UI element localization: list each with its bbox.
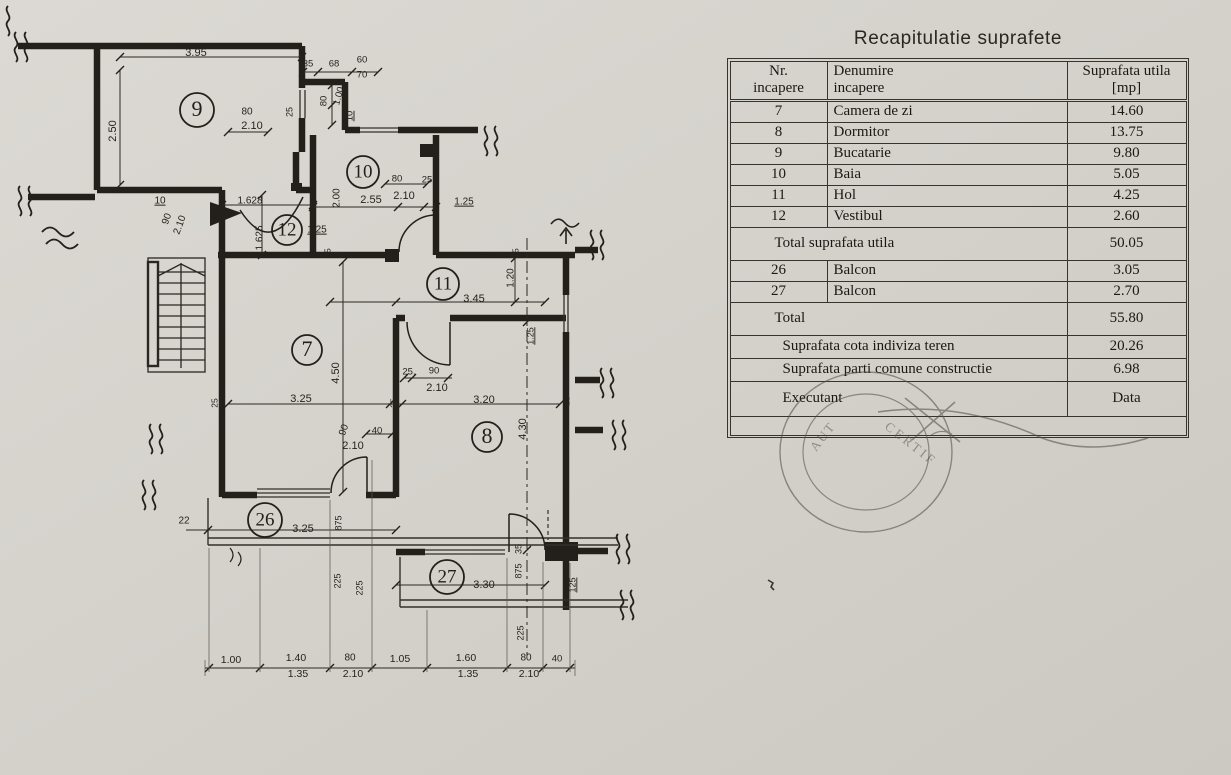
balcony-row-nr: 26 <box>730 260 827 281</box>
dimension-label: 2.55 <box>360 193 382 206</box>
room-row <box>730 100 1186 122</box>
header-denumire: Denumire incapere <box>827 61 1067 100</box>
room-row <box>730 206 1186 227</box>
dimension-label: 80 <box>344 652 356 664</box>
dimension-label: 2.10 <box>171 214 189 237</box>
dimension-label: 875 <box>333 515 344 531</box>
room-number-label: 9 <box>191 96 203 122</box>
dimension-label: 2.50 <box>106 120 119 142</box>
dimension-label: 3.95 <box>185 46 207 59</box>
parti-comune-value: 6.98 <box>1067 358 1186 381</box>
room-row-nr: 9 <box>730 143 827 164</box>
dimension-label: 1.25 <box>525 327 536 345</box>
dimension-label: 25. <box>402 366 416 378</box>
room-row-nr: 11 <box>730 185 827 206</box>
dimension-label: 25 <box>561 396 572 406</box>
room-row-name: Baia <box>827 164 1067 185</box>
dimension-label: 1.625 <box>254 225 266 251</box>
room-row-val: 4.25 <box>1067 185 1186 206</box>
room-row-val: 14.60 <box>1067 100 1186 122</box>
dimension-label: 10 <box>344 110 356 122</box>
dimension-label: 25 <box>388 398 399 408</box>
dimension-label: 1.628 <box>237 195 263 207</box>
executant-label: Executant <box>730 381 1067 416</box>
dimension-label: 80 <box>391 173 403 185</box>
room-number-label: 27 <box>437 566 457 588</box>
cota-indiviza-value: 20.26 <box>1067 335 1186 358</box>
cota-indiviza-label: Suprafata cota indiviza teren <box>730 335 1067 358</box>
dimension-label: 2.10 <box>426 381 448 394</box>
dimension-label: 80 <box>520 652 532 664</box>
dimension-label: 2.10 <box>241 119 263 132</box>
area-recap-panel <box>727 28 1189 438</box>
dimension-label: 25 <box>510 248 521 258</box>
dimension-label: 225 <box>354 580 365 596</box>
room-row-name: Camera de zi <box>827 100 1067 122</box>
room-number-label: 11 <box>433 273 453 295</box>
dimension-label: 25 <box>284 106 295 118</box>
room-row-nr: 12 <box>730 206 827 227</box>
dimension-ticks <box>116 53 574 672</box>
parti-comune-label: Suprafata parti comune constructie <box>730 358 1067 381</box>
dimension-label: 1.20 <box>505 268 517 288</box>
balcony-row <box>730 260 1186 281</box>
dimension-label: 40 <box>551 653 563 665</box>
dimension-label: 1.40 <box>285 651 307 664</box>
subtotal-value: 50.05 <box>1067 227 1186 260</box>
dimension-label: 2.10 <box>393 189 415 202</box>
area-recap-table-border <box>727 58 1189 438</box>
vent-arrow <box>551 219 579 244</box>
dimension-label: 68 <box>328 58 340 70</box>
dimension-label: 80 <box>318 95 330 107</box>
room-row-nr: 8 <box>730 122 827 143</box>
dimension-label: 3.25 <box>292 522 314 535</box>
room-row <box>730 122 1186 143</box>
balcony-row <box>730 281 1186 302</box>
dimension-label: 10 <box>154 195 166 207</box>
dimension-label: 225 <box>332 573 343 589</box>
stamp-arc-text: CERTIF <box>882 418 941 469</box>
dimension-label: 60 <box>356 54 368 66</box>
balcony-row-nr: 27 <box>730 281 827 302</box>
cota-indiviza-row <box>730 335 1186 358</box>
room-number-label: 12 <box>277 219 297 241</box>
dimension-label: 1.25 <box>454 196 474 208</box>
dimension-label: 2.10 <box>342 439 364 452</box>
data-label: Data <box>1067 381 1186 416</box>
room-number-label: 26 <box>255 509 275 531</box>
balcony-row-val: 3.05 <box>1067 260 1186 281</box>
dimension-label: 22 <box>178 515 190 527</box>
dimension-label: 3.20 <box>473 393 495 406</box>
ink-speck <box>768 580 774 590</box>
dimension-label: 25 <box>421 174 433 186</box>
dimension-label: 25 <box>322 248 333 258</box>
room-number-label: 7 <box>301 336 313 362</box>
dimension-label: 125 <box>567 577 578 593</box>
dimension-label: 1.00 <box>220 653 242 666</box>
total-label: Total <box>730 302 1067 335</box>
room-number-label: 8 <box>481 423 493 449</box>
dimension-label: 90 <box>160 211 175 227</box>
dimension-label: 3.45 <box>463 292 485 305</box>
executant-data-row <box>730 381 1186 416</box>
room-row-name: Dormitor <box>827 122 1067 143</box>
dimension-label: 1.05 <box>389 652 411 665</box>
subtotal-label: Total suprafata utila <box>730 227 1067 260</box>
room-row-val: 2.60 <box>1067 206 1186 227</box>
dimension-label: 1.35 <box>287 667 309 680</box>
balcony-row-name: Balcon <box>827 260 1067 281</box>
subtotal-row <box>730 227 1186 260</box>
room-row <box>730 185 1186 206</box>
room-row <box>730 164 1186 185</box>
dimension-label: 35 <box>302 58 314 70</box>
dimension-label: 40 <box>371 425 383 437</box>
dimension-label: 1.60 <box>455 651 477 664</box>
room-row-val: 13.75 <box>1067 122 1186 143</box>
dimension-label: 225 <box>515 625 526 641</box>
dimension-label: 2.00 <box>331 188 343 208</box>
total-row <box>730 302 1186 335</box>
total-value: 55.80 <box>1067 302 1186 335</box>
room-row-name: Hol <box>827 185 1067 206</box>
dimension-label: 875 <box>513 563 524 579</box>
area-recap-table <box>730 61 1187 436</box>
header-nr-incapere: Nr. incapere <box>730 61 827 100</box>
dimension-label: 90 <box>428 365 440 377</box>
parti-comune-row <box>730 358 1186 381</box>
dimension-label: 2.10 <box>342 667 364 680</box>
dimension-label: 90 <box>337 422 352 438</box>
signature-space <box>730 416 1186 435</box>
staircase <box>148 258 205 372</box>
header-suprafata: Suprafata utila [mp] <box>1067 61 1186 100</box>
dimension-label: 4.50 <box>329 362 342 384</box>
balcony-row-val: 2.70 <box>1067 281 1186 302</box>
dimension-label: 25 <box>209 398 220 408</box>
dimension-label: 1.25 <box>307 224 327 236</box>
windows <box>254 90 568 554</box>
room-row-nr: 10 <box>730 164 827 185</box>
room-row-nr: 7 <box>730 100 827 122</box>
dimension-label: 80 <box>241 106 253 118</box>
dimension-label: 35 <box>513 543 524 555</box>
dimension-label: 2.10 <box>518 667 540 680</box>
dimension-label: 1.00 <box>331 85 347 107</box>
balcony-row-name: Balcon <box>827 281 1067 302</box>
dimension-label: 1.35 <box>457 667 479 680</box>
table-title: Recapitulatie suprafete <box>853 28 1063 49</box>
room-row-name: Vestibul <box>827 206 1067 227</box>
room-row-val: 9.80 <box>1067 143 1186 164</box>
signature-space-row <box>730 416 1186 435</box>
table-header-row <box>730 61 1186 100</box>
room-row <box>730 143 1186 164</box>
dimension-label: 3.30 <box>473 578 495 591</box>
dimension-label: 70 <box>356 69 368 81</box>
room-row-val: 5.05 <box>1067 164 1186 185</box>
room-number-label: 10 <box>353 161 373 183</box>
stamp-arc-text: AUT <box>806 418 839 454</box>
room-row-name: Bucatarie <box>827 143 1067 164</box>
dimension-label: 4.30 <box>516 418 529 440</box>
dimension-label: 3.25 <box>290 392 312 405</box>
